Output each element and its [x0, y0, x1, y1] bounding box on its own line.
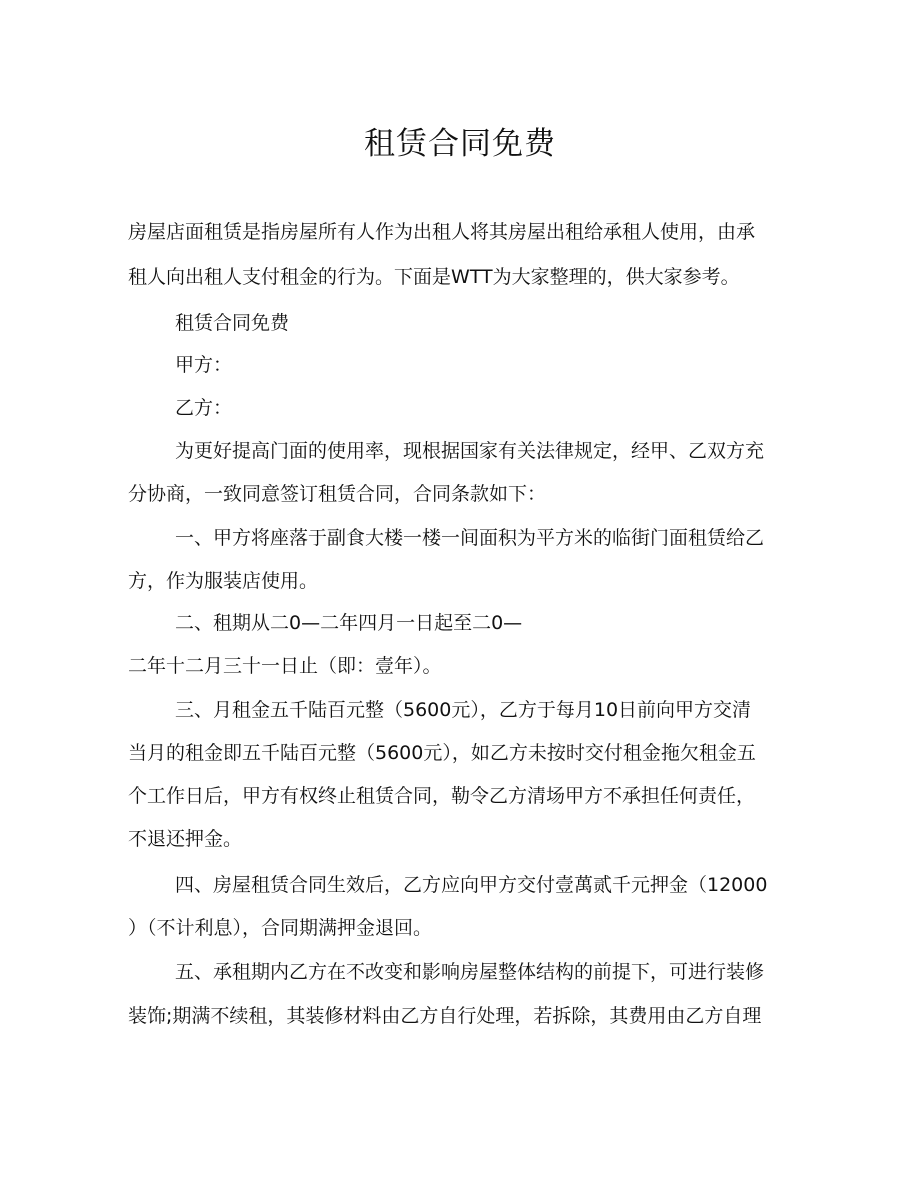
clause-3-line-3: 个工作日后，甲方有权终止租赁合同，勒令乙方清场甲方不承担任何责任， [128, 785, 756, 807]
clause-3-line-1: 三、月租金五千陆百元整（5600元），乙方于每月10日前向甲方交清 [175, 699, 752, 721]
contract-heading: 租赁合同免费 [175, 312, 290, 334]
clause-1-line-1: 一、甲方将座落于副食大楼一楼一间面积为平方米的临街门面租赁给乙 [175, 527, 765, 549]
preamble-line-1: 为更好提高门面的使用率，现根据国家有关法律规定，经甲、乙双方充 [175, 440, 765, 462]
clause-5-line-1: 五、承租期内乙方在不改变和影响房屋整体结构的前提下，可进行装修 [175, 961, 765, 983]
party-b-label: 乙方： [175, 397, 233, 419]
clause-1-line-2: 方，作为服装店使用。 [128, 570, 319, 592]
intro-line-1: 房屋店面租赁是指房屋所有人作为出租人将其房屋出租给承租人使用，由承 [128, 221, 756, 243]
clause-4-line-2: ）（不计利息），合同期满押金退回。 [128, 917, 433, 939]
clause-2-line-2: 二年十二月三十一日止（即：壹年）。 [128, 655, 442, 677]
clause-4-line-1: 四、房屋租赁合同生效后，乙方应向甲方交付壹萬贰千元押金（12000 [175, 874, 768, 896]
document-title: 租赁合同免费 [364, 126, 556, 162]
clause-3-line-2: 当月的租金即五千陆百元整（5600元），如乙方未按时交付租金拖欠租金五 [128, 742, 756, 764]
clause-5-line-2: 装饰;期满不续租，其装修材料由乙方自行处理，若拆除，其费用由乙方自理 [128, 1005, 762, 1027]
preamble-line-2: 分协商，一致同意签订租赁合同，合同条款如下： [128, 483, 547, 505]
intro-line-2: 租人向出租人支付租金的行为。下面是WTT为大家整理的，供大家参考。 [128, 266, 740, 288]
clause-3-line-4: 不退还押金。 [128, 828, 243, 850]
clause-2-line-1: 二、租期从二0—二年四月一日起至二0— [175, 612, 523, 634]
party-a-label: 甲方： [175, 354, 233, 376]
